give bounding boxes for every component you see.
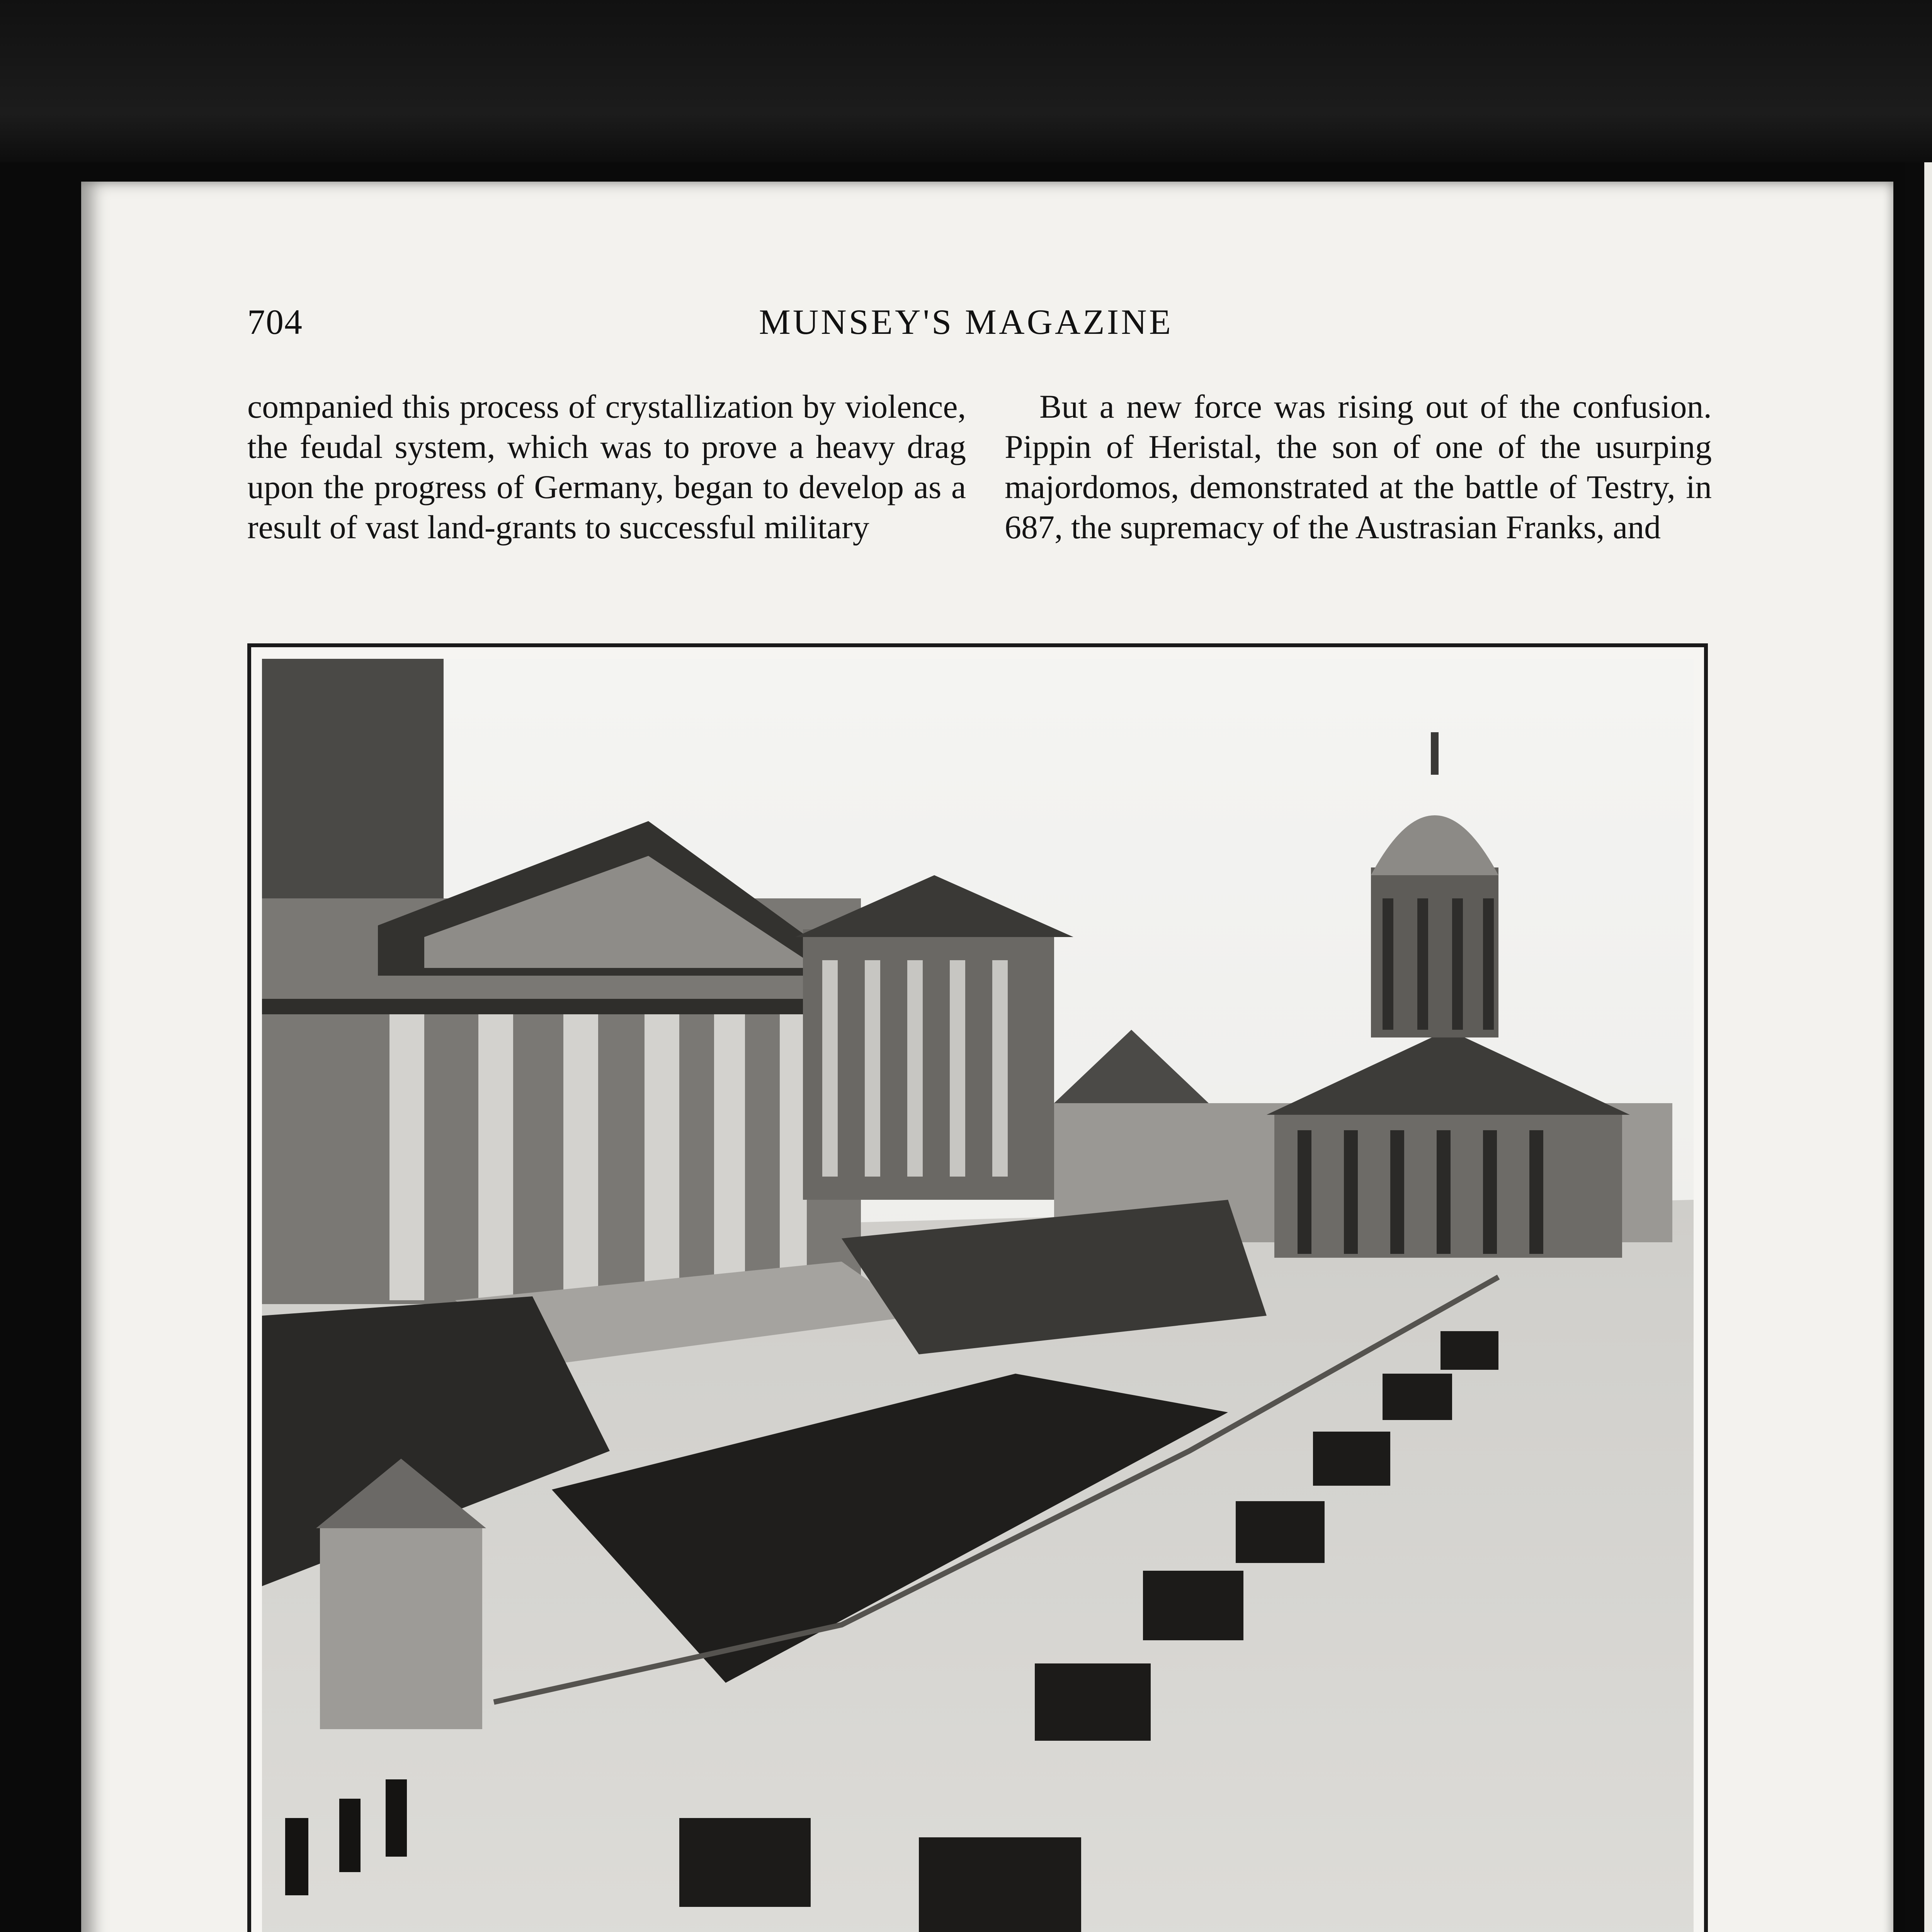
top-right-column (1005, 386, 1712, 547)
paragraph-text: But a new force was rising out of the confusion. Pippin of Heristal, the son of one of the usurping majordomos, demonstrated at the battle of Testry, in 687, the supremacy of the Austrasian Franks, and (1005, 388, 1712, 546)
page-number: 704 (247, 302, 303, 342)
paragraph-text: companied this process of crystallization by violence, the feudal system, which was to prove a heavy drag upon the progress of Germany, began to develop as a result of vast land-grants to successful military (247, 388, 966, 546)
facing-page-edge (1905, 162, 1932, 1932)
running-head (247, 301, 1685, 348)
photo-frame (247, 643, 1708, 1932)
magazine-title: MUNSEY'S MAGAZINE (759, 302, 1173, 342)
berlin-square-photo (262, 659, 1694, 1932)
scan-border-top (0, 0, 1932, 162)
top-left-column (247, 386, 966, 547)
